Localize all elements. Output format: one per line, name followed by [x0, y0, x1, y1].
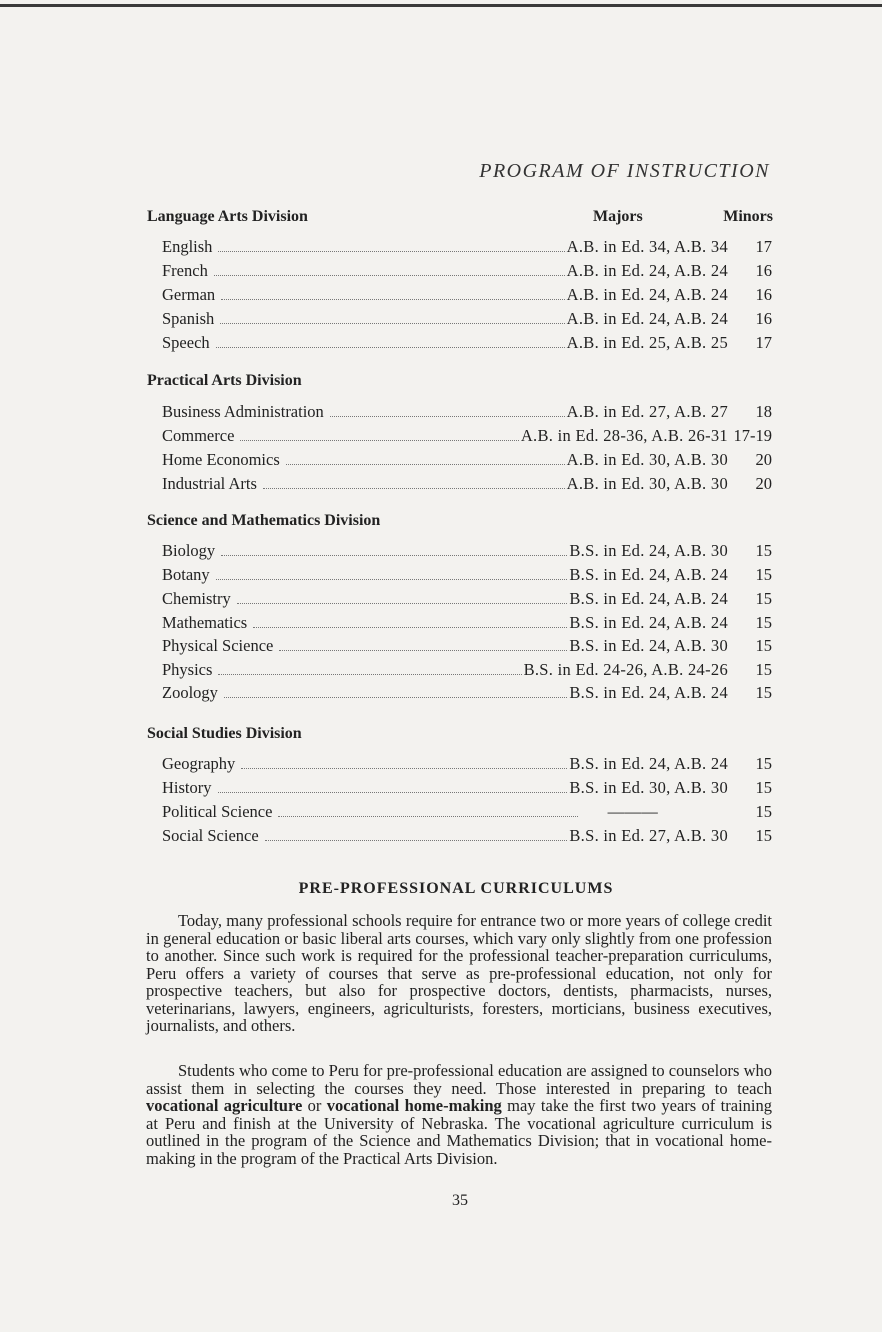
- major-requirement: B.S. in Ed. 24, A.B. 30: [569, 541, 728, 560]
- subject-name: English: [162, 237, 213, 256]
- emphasis-vocational-home-making: vocational home-making: [326, 1096, 502, 1115]
- major-requirement: B.S. in Ed. 27, A.B. 30: [569, 826, 728, 845]
- dot-leader: [218, 250, 564, 252]
- minor-requirement: 15: [755, 541, 772, 560]
- running-head: PROGRAM OF INSTRUCTION: [479, 160, 770, 182]
- minor-requirement: 15: [755, 613, 772, 632]
- emphasis-vocational-agriculture: vocational agriculture: [146, 1096, 303, 1115]
- paragraph-1: Today, many professional schools require for entrance two or more years of college credit in general education or basic liberal arts courses, which vary only slightly from one profession to another. Since such work is required for the professional teacher-preparation curriculums, Peru offers a variety of courses that serve as pre-professional education, not only for prospective teachers, but also for prospective doctors, dentists, pharmacists, nurses, veterinarians, lawyers, engineers, agriculturists, foresters, morticians, business executives, journalists, and others.: [146, 911, 772, 1035]
- minor-requirement: 15: [755, 826, 772, 845]
- minor-requirement: 15: [755, 802, 772, 821]
- major-requirement: B.S. in Ed. 24, A.B. 24: [569, 565, 728, 584]
- dot-leader: [218, 791, 568, 793]
- minor-requirement: 16: [755, 309, 772, 328]
- table-row: [162, 636, 772, 658]
- subject-name: Political Science: [162, 802, 273, 821]
- dot-leader: [218, 673, 521, 675]
- minor-requirement: 15: [755, 565, 772, 584]
- paragraph-2-text: or: [302, 1096, 327, 1115]
- dot-leader: [278, 815, 577, 817]
- minor-requirement: 15: [755, 683, 772, 702]
- subject-name: Speech: [162, 333, 210, 352]
- table-row: [162, 826, 772, 848]
- table-row: [162, 778, 772, 800]
- dot-leader: [253, 626, 567, 628]
- major-requirement: B.S. in Ed. 24, A.B. 24: [569, 589, 728, 608]
- table-row: [162, 754, 772, 776]
- minor-requirement: 17-19: [733, 426, 772, 445]
- minor-requirement: 16: [755, 261, 772, 280]
- paragraph-2-text: may take the first two years of training at Peru and finish at the University of Nebraska. The vocational agriculture curriculum is outlined in the program of the Science and Mathematics Division; that in vocational home-making in the program of the Practical Arts Division.: [146, 1096, 772, 1168]
- major-requirement: B.S. in Ed. 30, A.B. 30: [569, 778, 728, 797]
- table-row: [162, 450, 772, 472]
- minor-requirement: 17: [755, 333, 772, 352]
- division-title-practical-arts: Practical Arts Division: [147, 372, 302, 389]
- dot-leader: [221, 554, 567, 556]
- subject-name: Business Administration: [162, 402, 324, 421]
- division-title: Language Arts Division: [147, 208, 308, 225]
- table-row: [162, 237, 772, 259]
- section-title: PRE-PROFESSIONAL CURRICULUMS: [298, 880, 614, 897]
- table-row: [162, 402, 772, 424]
- table-row: [162, 333, 772, 355]
- table-row: [162, 285, 772, 307]
- major-requirement: A.B. in Ed. 34, A.B. 34: [566, 237, 728, 256]
- major-requirement: A.B. in Ed. 28-36, A.B. 26-31: [520, 426, 728, 445]
- minor-requirement: 17: [755, 237, 772, 256]
- major-requirement: A.B. in Ed. 24, A.B. 24: [566, 309, 728, 328]
- dot-leader: [240, 439, 518, 441]
- major-requirement: B.S. in Ed. 24, A.B. 24: [569, 613, 728, 632]
- subject-name: Mathematics: [162, 613, 248, 632]
- table-row: [162, 660, 772, 682]
- table-row: [162, 541, 772, 563]
- subject-name: Zoology: [162, 683, 218, 702]
- dot-leader: [279, 649, 567, 651]
- minor-requirement: 15: [755, 636, 772, 655]
- division-title-science-mathematics: Science and Mathematics Division: [147, 512, 381, 529]
- major-requirement: A.B. in Ed. 24, A.B. 24: [566, 285, 728, 304]
- dot-leader: [265, 839, 568, 841]
- subject-name: History: [162, 778, 212, 797]
- dot-leader: [216, 578, 568, 580]
- minor-requirement: 15: [755, 754, 772, 773]
- dot-leader: [220, 322, 564, 324]
- major-requirement: A.B. in Ed. 24, A.B. 24: [566, 261, 728, 280]
- subject-name: French: [162, 261, 208, 280]
- dot-leader: [330, 415, 565, 417]
- major-requirement: B.S. in Ed. 24-26, A.B. 24-26: [523, 660, 728, 679]
- dot-leader: [241, 767, 567, 769]
- major-requirement: ———: [607, 802, 658, 821]
- subject-name: Botany: [162, 565, 210, 584]
- major-requirement: A.B. in Ed. 27, A.B. 27: [566, 402, 728, 421]
- minor-requirement: 15: [755, 778, 772, 797]
- minor-requirement: 20: [755, 474, 772, 493]
- subject-name: German: [162, 285, 216, 304]
- paragraph-2: [146, 1062, 772, 1167]
- major-requirement: A.B. in Ed. 25, A.B. 25: [566, 333, 728, 352]
- minor-requirement: 18: [755, 402, 772, 421]
- table-row: [162, 613, 772, 635]
- minor-requirement: 20: [755, 450, 772, 469]
- table-row: [162, 683, 772, 705]
- subject-name: Physical Science: [162, 636, 274, 655]
- subject-name: Biology: [162, 541, 216, 560]
- table-row: [162, 261, 772, 283]
- division-title-social-studies: Social Studies Division: [147, 725, 302, 742]
- minors-column-header: Minors: [723, 208, 773, 225]
- subject-name: Chemistry: [162, 589, 231, 608]
- subject-name: Commerce: [162, 426, 235, 445]
- paragraph-2-text: Students who come to Peru for pre-professional education are assigned to counselors who assist them in selecting the courses they need. Those interested in preparing to teach: [146, 1061, 772, 1098]
- major-requirement: B.S. in Ed. 24, A.B. 24: [569, 754, 728, 773]
- table-row: [162, 589, 772, 611]
- majors-column-header: Majors: [593, 208, 643, 225]
- dot-leader: [214, 274, 565, 276]
- table-row: [162, 426, 772, 448]
- dot-leader: [224, 696, 567, 698]
- major-requirement: A.B. in Ed. 30, A.B. 30: [566, 450, 728, 469]
- subject-name: Industrial Arts: [162, 474, 257, 493]
- dot-leader: [216, 346, 565, 348]
- division-header-language-arts: [147, 208, 773, 230]
- page-number: 35: [452, 1192, 468, 1209]
- table-row: [162, 802, 772, 824]
- table-row: [162, 309, 772, 331]
- minor-requirement: 15: [755, 589, 772, 608]
- subject-name: Physics: [162, 660, 213, 679]
- table-row: [162, 474, 772, 496]
- subject-name: Spanish: [162, 309, 215, 328]
- dot-leader: [263, 487, 565, 489]
- minor-requirement: 15: [755, 660, 772, 679]
- subject-name: Home Economics: [162, 450, 280, 469]
- table-row: [162, 565, 772, 587]
- subject-name: Social Science: [162, 826, 259, 845]
- dot-leader: [221, 298, 564, 300]
- major-requirement: A.B. in Ed. 30, A.B. 30: [566, 474, 728, 493]
- major-requirement: B.S. in Ed. 24, A.B. 24: [569, 683, 728, 702]
- major-requirement: B.S. in Ed. 24, A.B. 30: [569, 636, 728, 655]
- minor-requirement: 16: [755, 285, 772, 304]
- subject-name: Geography: [162, 754, 236, 773]
- dot-leader: [237, 602, 568, 604]
- dot-leader: [286, 463, 565, 465]
